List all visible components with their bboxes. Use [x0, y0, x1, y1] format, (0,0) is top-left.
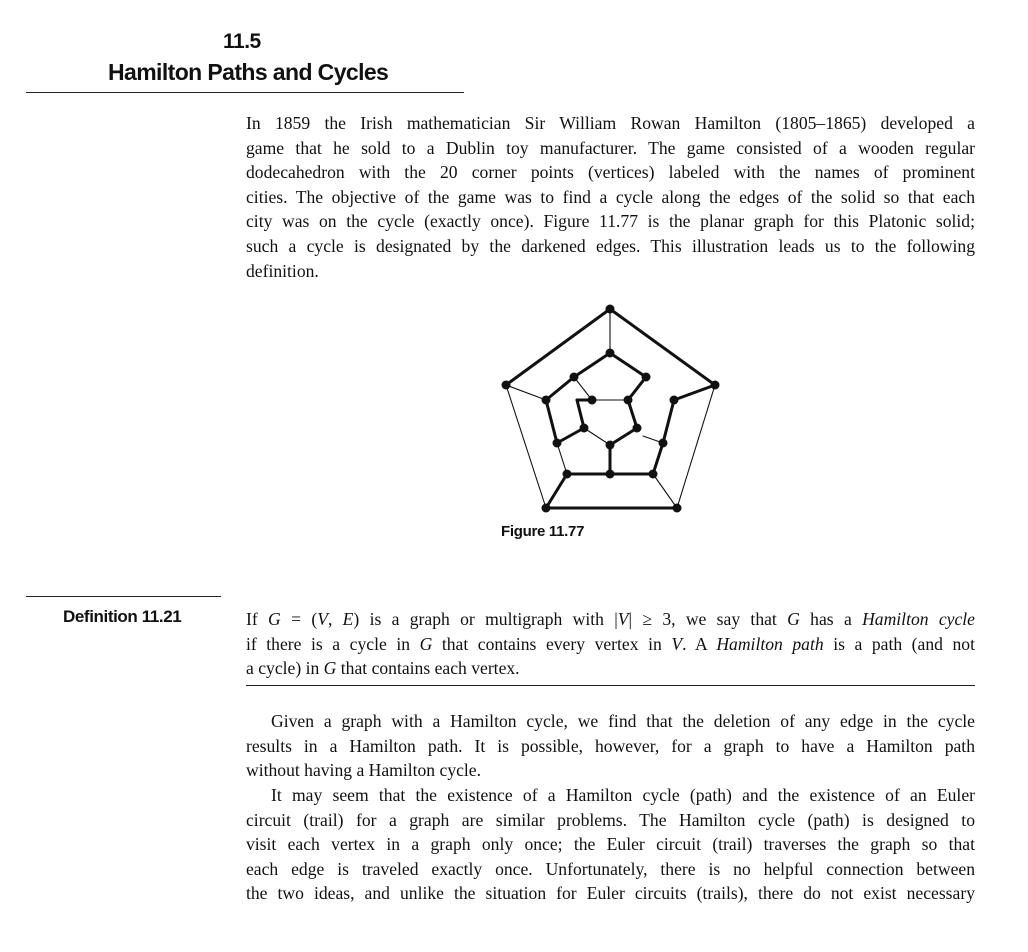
- vertex: [642, 373, 651, 382]
- definition-text: [246, 607, 975, 681]
- intro-line: city was on the cycle (exactly once). Figure 11.77 is the planar graph for this Platonic solid;: [246, 211, 975, 232]
- vertex: [633, 424, 642, 433]
- intro-line: dodecahedron with the 20 corner points (vertices) labeled with the names of prominent: [246, 162, 975, 183]
- body-line: Given a graph with a Hamilton cycle, we find that the deletion of any edge in the cycle: [271, 711, 975, 731]
- section-title: Hamilton Paths and Cycles: [108, 59, 389, 85]
- definition-label: Definition 11.21: [63, 607, 182, 626]
- vertex: [606, 441, 615, 450]
- vertex: [588, 396, 597, 405]
- edge-thin: [557, 443, 567, 474]
- intro-line: cities. The objective of the game was to find a cycle along the edges of the solid so that each: [246, 186, 975, 207]
- section-number: 11.5: [223, 30, 261, 53]
- vertex: [670, 396, 679, 405]
- intro-line: game that he sold to a Dublin toy manufacturer. The game consisted of a wooden regular: [246, 137, 975, 158]
- body-paragraph-1: [246, 709, 975, 783]
- vertex: [624, 396, 633, 405]
- body-line: results in a Hamilton path. It is possible, however, for a graph to have a Hamilton path: [246, 735, 975, 756]
- vertex: [606, 349, 615, 358]
- vertex: [659, 439, 668, 448]
- edge-thin: [653, 474, 677, 508]
- definition-line: If G = (V, E) is a graph or multigraph with |V| ≥ 3, we say that G has a Hamilton cycle: [246, 609, 975, 629]
- definition-line: if there is a cycle in G that contains every vertex in V. A Hamilton path is a path (and not: [246, 633, 975, 654]
- intro-paragraph: [246, 111, 975, 283]
- definition-top-rule: [26, 596, 221, 597]
- edge-thin: [677, 385, 715, 508]
- body-line: each edge is traveled exactly once. Unfortunately, there is no helpful connection between: [246, 858, 975, 879]
- vertex: [570, 373, 579, 382]
- body-line: circuit (trail) for a graph are similar problems. The Hamilton cycle (path) is designed to: [246, 809, 975, 830]
- definition-bottom-rule: [246, 685, 975, 686]
- intro-line: In 1859 the Irish mathematician Sir William Rowan Hamilton (1805–1865) developed a: [246, 113, 975, 133]
- edge-cycle: [610, 309, 715, 385]
- intro-line: such a cycle is designated by the darkened edges. This illustration leads us to the following: [246, 235, 975, 256]
- edge-cycle: [546, 353, 715, 474]
- vertex: [502, 381, 511, 390]
- vertex: [542, 504, 551, 513]
- edge-cycle: [506, 309, 610, 385]
- body-line: It may seem that the existence of a Hamilton cycle (path) and the existence of an Euler: [271, 785, 975, 805]
- intro-line: definition.: [246, 260, 319, 281]
- vertex: [606, 470, 615, 479]
- vertex: [606, 305, 615, 314]
- dodecahedron-graph: [497, 301, 723, 517]
- figure-caption: Figure 11.77: [501, 523, 585, 540]
- body-line: without having a Hamilton cycle.: [246, 760, 482, 781]
- vertex: [711, 381, 720, 390]
- edge-cycle: [546, 474, 610, 508]
- title-rule: [26, 92, 464, 93]
- dodecahedron-graph-figure: [497, 301, 723, 517]
- edge-thin: [506, 385, 546, 400]
- edge-thin: [506, 385, 546, 508]
- vertex: [542, 396, 551, 405]
- body-paragraph-2: [246, 783, 975, 906]
- term-hamilton-path: Hamilton path: [716, 633, 824, 654]
- term-hamilton-cycle: Hamilton cycle: [862, 609, 975, 629]
- vertex: [563, 470, 572, 479]
- definition-line: a cycle) in G that contains each vertex.: [246, 658, 520, 679]
- edge-thin: [584, 428, 610, 445]
- vertex: [580, 424, 589, 433]
- body-line: visit each vertex in a graph only once; the Euler circuit (trail) traverses the graph so that: [246, 834, 975, 855]
- body-line: the two ideas, and unlike the situation for Euler circuits (trails), there do not exist necessary: [246, 883, 975, 904]
- vertex: [649, 470, 658, 479]
- vertex: [673, 504, 682, 513]
- vertex: [553, 439, 562, 448]
